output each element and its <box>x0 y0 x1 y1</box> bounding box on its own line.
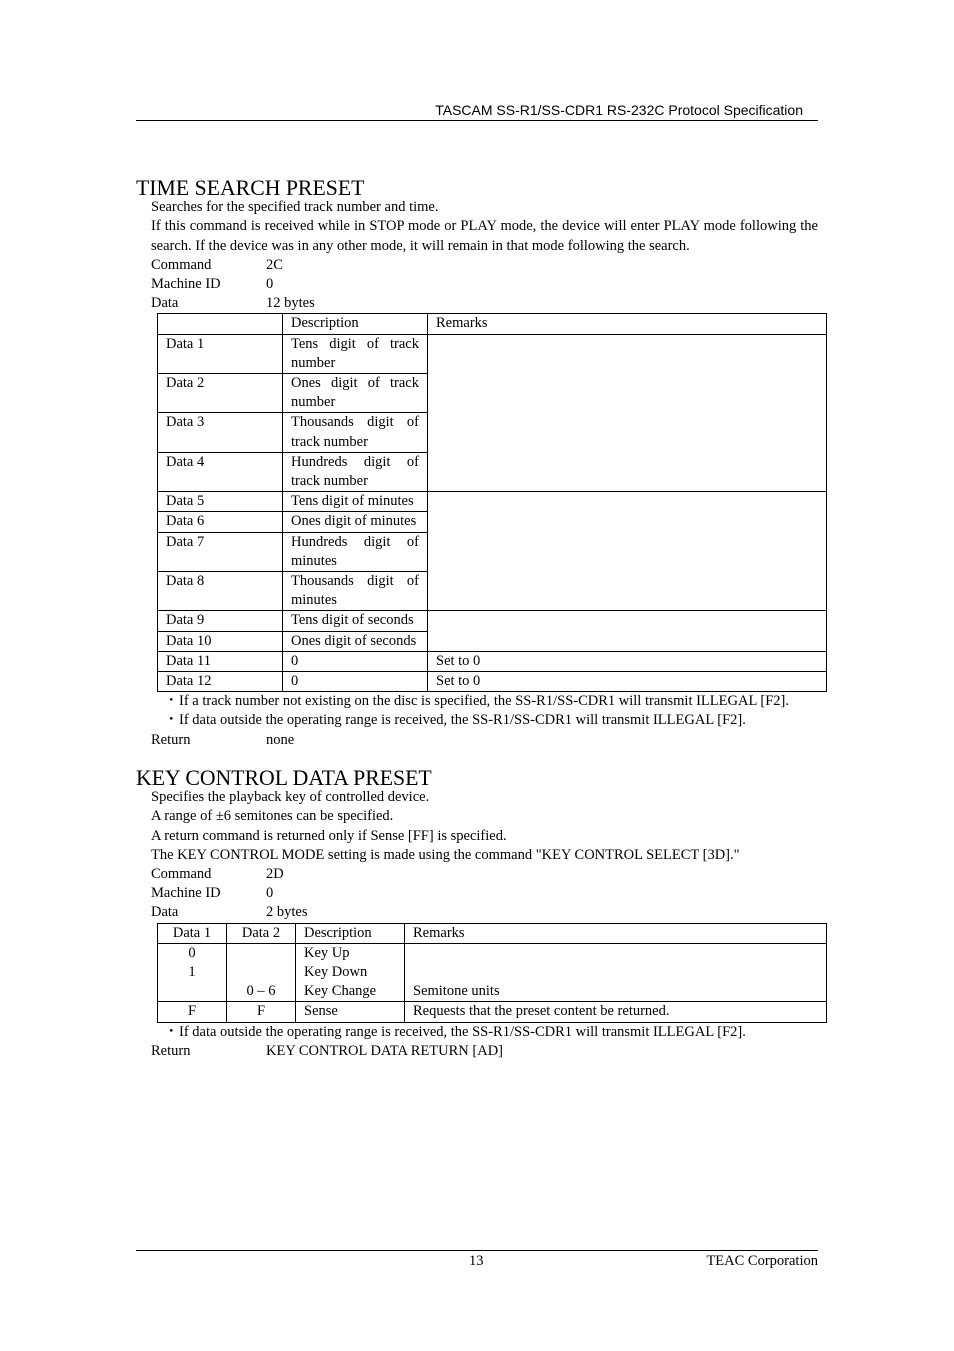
command-label: Command <box>151 865 212 882</box>
section2-command <box>136 865 818 884</box>
data-value: 12 bytes <box>266 295 315 312</box>
section2-desc3: A return command is returned only if Sense [FF] is specified. <box>151 827 507 844</box>
command-value: 2D <box>266 865 284 882</box>
table-row <box>158 651 827 671</box>
data-label: Data <box>151 904 179 921</box>
command-label: Command <box>151 256 212 273</box>
data-label: Data <box>151 295 179 312</box>
section1-desc2: If this command is received while in STOP mode or PLAY mode, the device will enter PLAY mode following the search. If the device was in any other mode, it will remain in that mode following the search. <box>151 218 818 254</box>
row-name: Data 3 <box>158 413 283 452</box>
section2-data <box>136 903 818 922</box>
page-number: 13 <box>469 1253 484 1269</box>
row-desc: 0 <box>283 672 428 692</box>
header-cell-empty <box>158 314 283 334</box>
row-remark: Set to 0 <box>428 651 827 671</box>
return-label: Return <box>151 731 191 748</box>
row-desc: Hundreds digit of track number <box>283 452 428 491</box>
row-name: Data 1 <box>158 334 283 373</box>
return-value: none <box>266 731 295 748</box>
row-name: Data 2 <box>158 374 283 413</box>
row-data1: 0 <box>188 944 196 961</box>
table-row <box>158 492 827 512</box>
command-value: 2C <box>266 256 283 273</box>
row-name: Data 9 <box>158 611 283 631</box>
row-desc-group <box>296 943 405 1002</box>
machine-id-label: Machine ID <box>151 885 221 902</box>
section2-desc4: The KEY CONTROL MODE setting is made using the command "KEY CONTROL SELECT [3D]." <box>151 846 740 863</box>
section1-note1 <box>136 692 818 711</box>
header-rule <box>136 120 818 121</box>
row-name: Data 7 <box>158 532 283 571</box>
section2-return <box>136 1042 818 1061</box>
row-desc: Key Change <box>304 983 377 1000</box>
section1-command <box>136 256 818 275</box>
footer-rule <box>136 1250 818 1251</box>
row-desc: Sense <box>296 1002 405 1022</box>
table-row <box>158 611 827 631</box>
row-desc: Ones digit of seconds <box>283 631 428 651</box>
row-desc: 0 <box>283 651 428 671</box>
header-cell-remarks: Remarks <box>405 923 827 943</box>
section2-machine-id <box>136 884 818 903</box>
row-name: Data 8 <box>158 572 283 611</box>
row-desc: Key Up <box>304 944 350 961</box>
row-name: Data 11 <box>158 651 283 671</box>
row-name: Data 6 <box>158 512 283 532</box>
return-label: Return <box>151 1042 191 1059</box>
row-data1: 1 <box>188 963 196 980</box>
row-name: Data 5 <box>158 492 283 512</box>
section1-machine-id <box>136 275 818 294</box>
remarks-group-minutes <box>428 492 827 611</box>
bullet-mark: ・ <box>164 1023 179 1040</box>
header-cell-data1: Data 1 <box>158 923 227 943</box>
row-desc: Key Down <box>304 963 368 980</box>
return-value: KEY CONTROL DATA RETURN [AD] <box>266 1042 503 1059</box>
page-header-title: TASCAM SS-R1/SS-CDR1 RS-232C Protocol Specification <box>435 102 803 118</box>
row-name: Data 10 <box>158 631 283 651</box>
section1-desc1: Searches for the specified track number and time. <box>151 199 439 216</box>
section2-desc1: Specifies the playback key of controlled device. <box>151 789 430 806</box>
note-text: If data outside the operating range is received, the SS-R1/SS-CDR1 will transmit ILLEGAL [F2]. <box>179 712 746 729</box>
key-control-table <box>157 923 827 1023</box>
note-text: If data outside the operating range is received, the SS-R1/SS-CDR1 will transmit ILLEGAL [F2]. <box>179 1023 746 1040</box>
table-row <box>158 334 827 373</box>
page-content <box>136 176 818 1061</box>
data-value: 2 bytes <box>266 904 308 921</box>
bullet-mark: ・ <box>164 693 179 710</box>
section-title-key-control: KEY CONTROL DATA PRESET <box>136 765 432 790</box>
section2-note1 <box>136 1023 818 1042</box>
section1-return <box>136 731 818 750</box>
row-desc: Thousands digit of minutes <box>283 572 428 611</box>
table-header-row <box>158 923 827 943</box>
bullet-mark: ・ <box>164 712 179 729</box>
machine-id-value: 0 <box>266 276 274 293</box>
note-text: If a track number not existing on the disc is specified, the SS-R1/SS-CDR1 will transmit ILLEGAL [F2]. <box>179 693 789 710</box>
row-data1-group <box>158 943 227 1002</box>
table-row <box>158 943 827 1002</box>
header-cell-description: Description <box>296 923 405 943</box>
section-title-time-search: TIME SEARCH PRESET <box>136 176 365 200</box>
table-header-row <box>158 314 827 334</box>
remarks-group-seconds <box>428 611 827 651</box>
row-data2: F <box>227 1002 296 1022</box>
row-desc: Tens digit of track number <box>283 334 428 373</box>
section1-note2 <box>136 711 818 730</box>
row-desc: Ones digit of track number <box>283 374 428 413</box>
table-row <box>158 672 827 692</box>
row-remark: Semitone units <box>413 983 500 1000</box>
machine-id-label: Machine ID <box>151 276 221 293</box>
row-desc: Hundreds digit of minutes <box>283 532 428 571</box>
remarks-group-track <box>428 334 827 492</box>
row-remark: Set to 0 <box>428 672 827 692</box>
row-data1: F <box>158 1002 227 1022</box>
header-cell-data2: Data 2 <box>227 923 296 943</box>
time-search-table <box>157 313 827 692</box>
header-cell-remarks: Remarks <box>428 314 827 334</box>
table-row <box>158 1002 827 1022</box>
row-desc: Tens digit of seconds <box>283 611 428 631</box>
row-name: Data 12 <box>158 672 283 692</box>
row-desc: Ones digit of minutes <box>283 512 428 532</box>
row-data2-group <box>227 943 296 1002</box>
row-remark-group <box>405 943 827 1002</box>
row-data2: 0 – 6 <box>246 983 276 1000</box>
section2-desc2: A range of ±6 semitones can be specified. <box>151 808 394 825</box>
section1-data <box>136 294 818 313</box>
header-cell-description: Description <box>283 314 428 334</box>
machine-id-value: 0 <box>266 885 274 902</box>
row-remark: Requests that the preset content be returned. <box>405 1002 827 1022</box>
footer-corporation: TEAC Corporation <box>706 1253 818 1269</box>
row-desc: Tens digit of minutes <box>283 492 428 512</box>
row-name: Data 4 <box>158 452 283 491</box>
row-desc: Thousands digit of track number <box>283 413 428 452</box>
